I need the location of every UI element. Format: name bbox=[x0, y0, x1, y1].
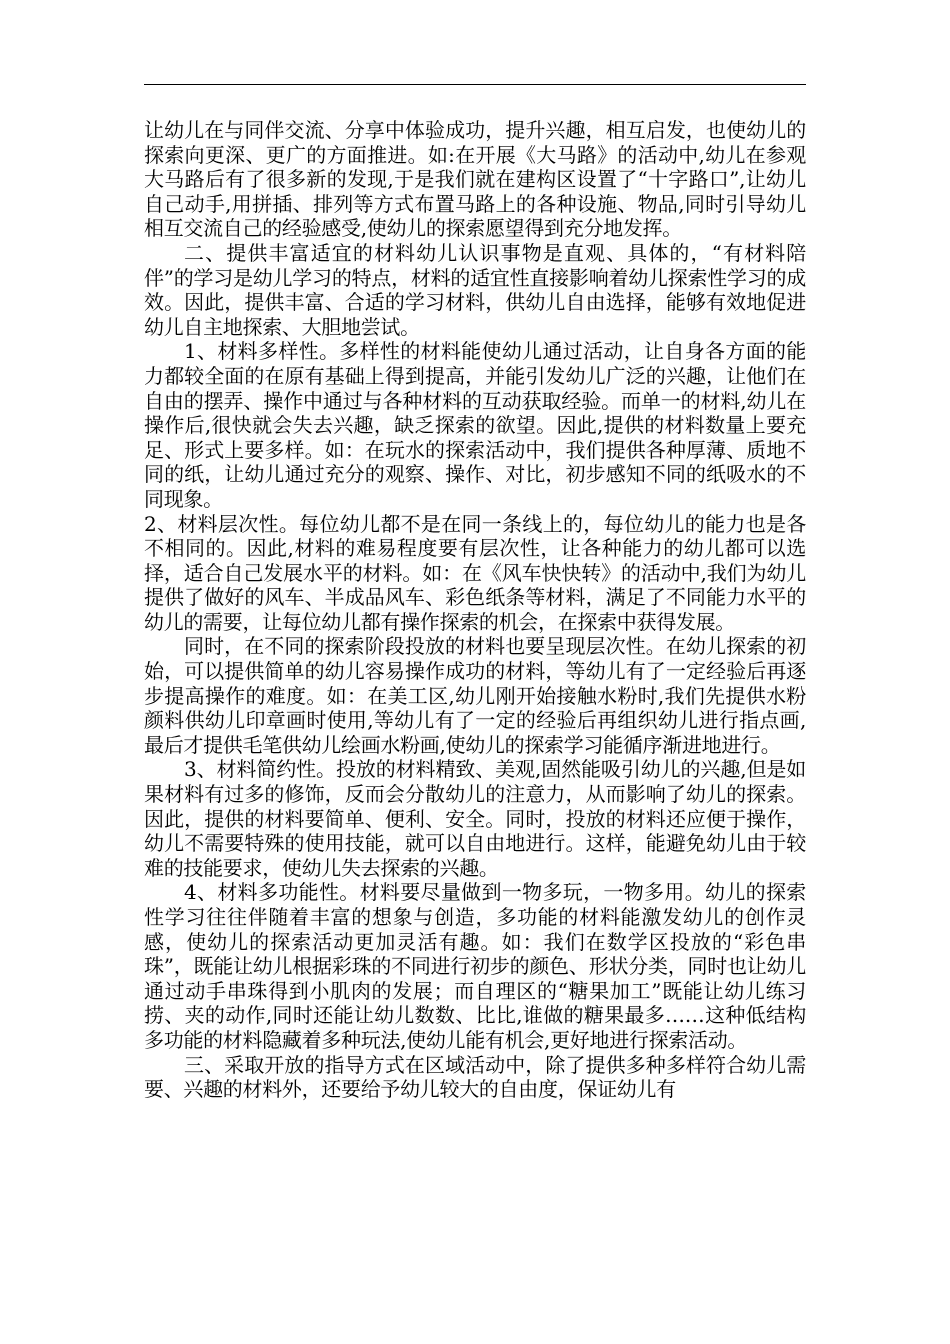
paragraph: 同时，在不同的探索阶段投放的材料也要呈现层次性。在幼儿探索的初始，可以提供简单的幼儿容易操作成功的材料，等幼儿有了一定经验后再逐步提高操作的难度。如：在美工区,幼儿刚开始接触水粉时,我们先提供水粉颜料供幼儿印章画时使用,等幼儿有了一定的经验后再组织幼儿进行指点画,最后才提供毛笔供幼儿绘画水粉画,使幼儿的探索学习能循序渐进地进行。 bbox=[144, 634, 806, 757]
paragraph: 3、材料简约性。投放的材料精致、美观,固然能吸引幼儿的兴趣,但是如果材料有过多的修饰，反而会分散幼儿的注意力，从而影响了幼儿的探索。因此，提供的材料要简单、便利、安全。同时，投放的材料还应便于操作，幼儿不需要特殊的使用技能，就可以自由地进行。这样，能避免幼儿由于较难的技能要求，使幼儿失去探索的兴趣。 bbox=[144, 757, 806, 880]
paragraph: 二、提供丰富适宜的材料幼儿认识事物是直观、具体的，“有材料陪伴”的学习是幼儿学习的特点，材料的适宜性直接影响着幼儿探索性学习的成效。因此，提供丰富、合适的学习材料，供幼儿自由选择，能够有效地促进幼儿自主地探索、大胆地尝试。 bbox=[144, 240, 806, 339]
paragraph: 2、材料层次性。每位幼儿都不是在同一条线上的，每位幼儿的能力也是各不相同的。因此,材料的难易程度要有层次性，让各种能力的幼儿都可以选择，适合自己发展水平的材料。如：在《风车快快转》的活动中,我们为幼儿提供了做好的风车、半成品风车、彩色纸条等材料，满足了不同能力水平的幼儿的需要，让每位幼儿都有操作探索的机会，在探索中获得发展。 bbox=[144, 511, 806, 634]
paragraph: 4、材料多功能性。材料要尽量做到一物多玩，一物多用。幼儿的探索性学习往往伴随着丰富的想象与创造，多功能的材料能激发幼儿的创作灵感，使幼儿的探索活动更加灵活有趣。如：我们在数学区投放的“彩色串珠”，既能让幼儿根据彩珠的不同进行初步的颜色、形状分类，同时也让幼儿通过动手串珠得到小肌肉的发展；而自理区的“糖果加工”既能让幼儿练习捞、夹的动作,同时还能让幼儿数数、比比,谁做的糖果最多……这种低结构多功能的材料隐藏着多种玩法,使幼儿能有机会,更好地进行探索活动。 bbox=[144, 880, 806, 1052]
paragraph: 让幼儿在与同伴交流、分享中体验成功，提升兴趣，相互启发，也使幼儿的探索向更深、更广的方面推进。如:在开展《大马路》的活动中,幼儿在参观大马路后有了很多新的发现,于是我们就在建构区设置了“十字路口”,让幼儿自己动手,用拼插、排列等方式布置马路上的各种设施、物品,同时引导幼儿相互交流自己的经验感受,使幼儿的探索愿望得到充分地发挥。 bbox=[144, 118, 806, 241]
document-body bbox=[144, 118, 806, 1102]
header-rule bbox=[144, 84, 806, 85]
paragraph: 1、材料多样性。多样性的材料能使幼儿通过活动，让自身各方面的能力都较全面的在原有基础上得到提高，并能引发幼儿广泛的兴趣，让他们在自由的摆弄、操作中通过与各种材料的互动获取经验。而单一的材料,幼儿在操作后,很快就会失去兴趣，缺乏探索的欲望。因此,提供的材料数量上要充足、形式上要多样。如：在玩水的探索活动中，我们提供各种厚薄、质地不同的纸，让幼儿通过充分的观察、操作、对比，初步感知不同的纸吸水的不同现象。 bbox=[144, 339, 806, 511]
paragraph: 三、采取开放的指导方式在区域活动中，除了提供多种多样符合幼儿需要、兴趣的材料外，还要给予幼儿较大的自由度，保证幼儿有 bbox=[144, 1052, 806, 1102]
